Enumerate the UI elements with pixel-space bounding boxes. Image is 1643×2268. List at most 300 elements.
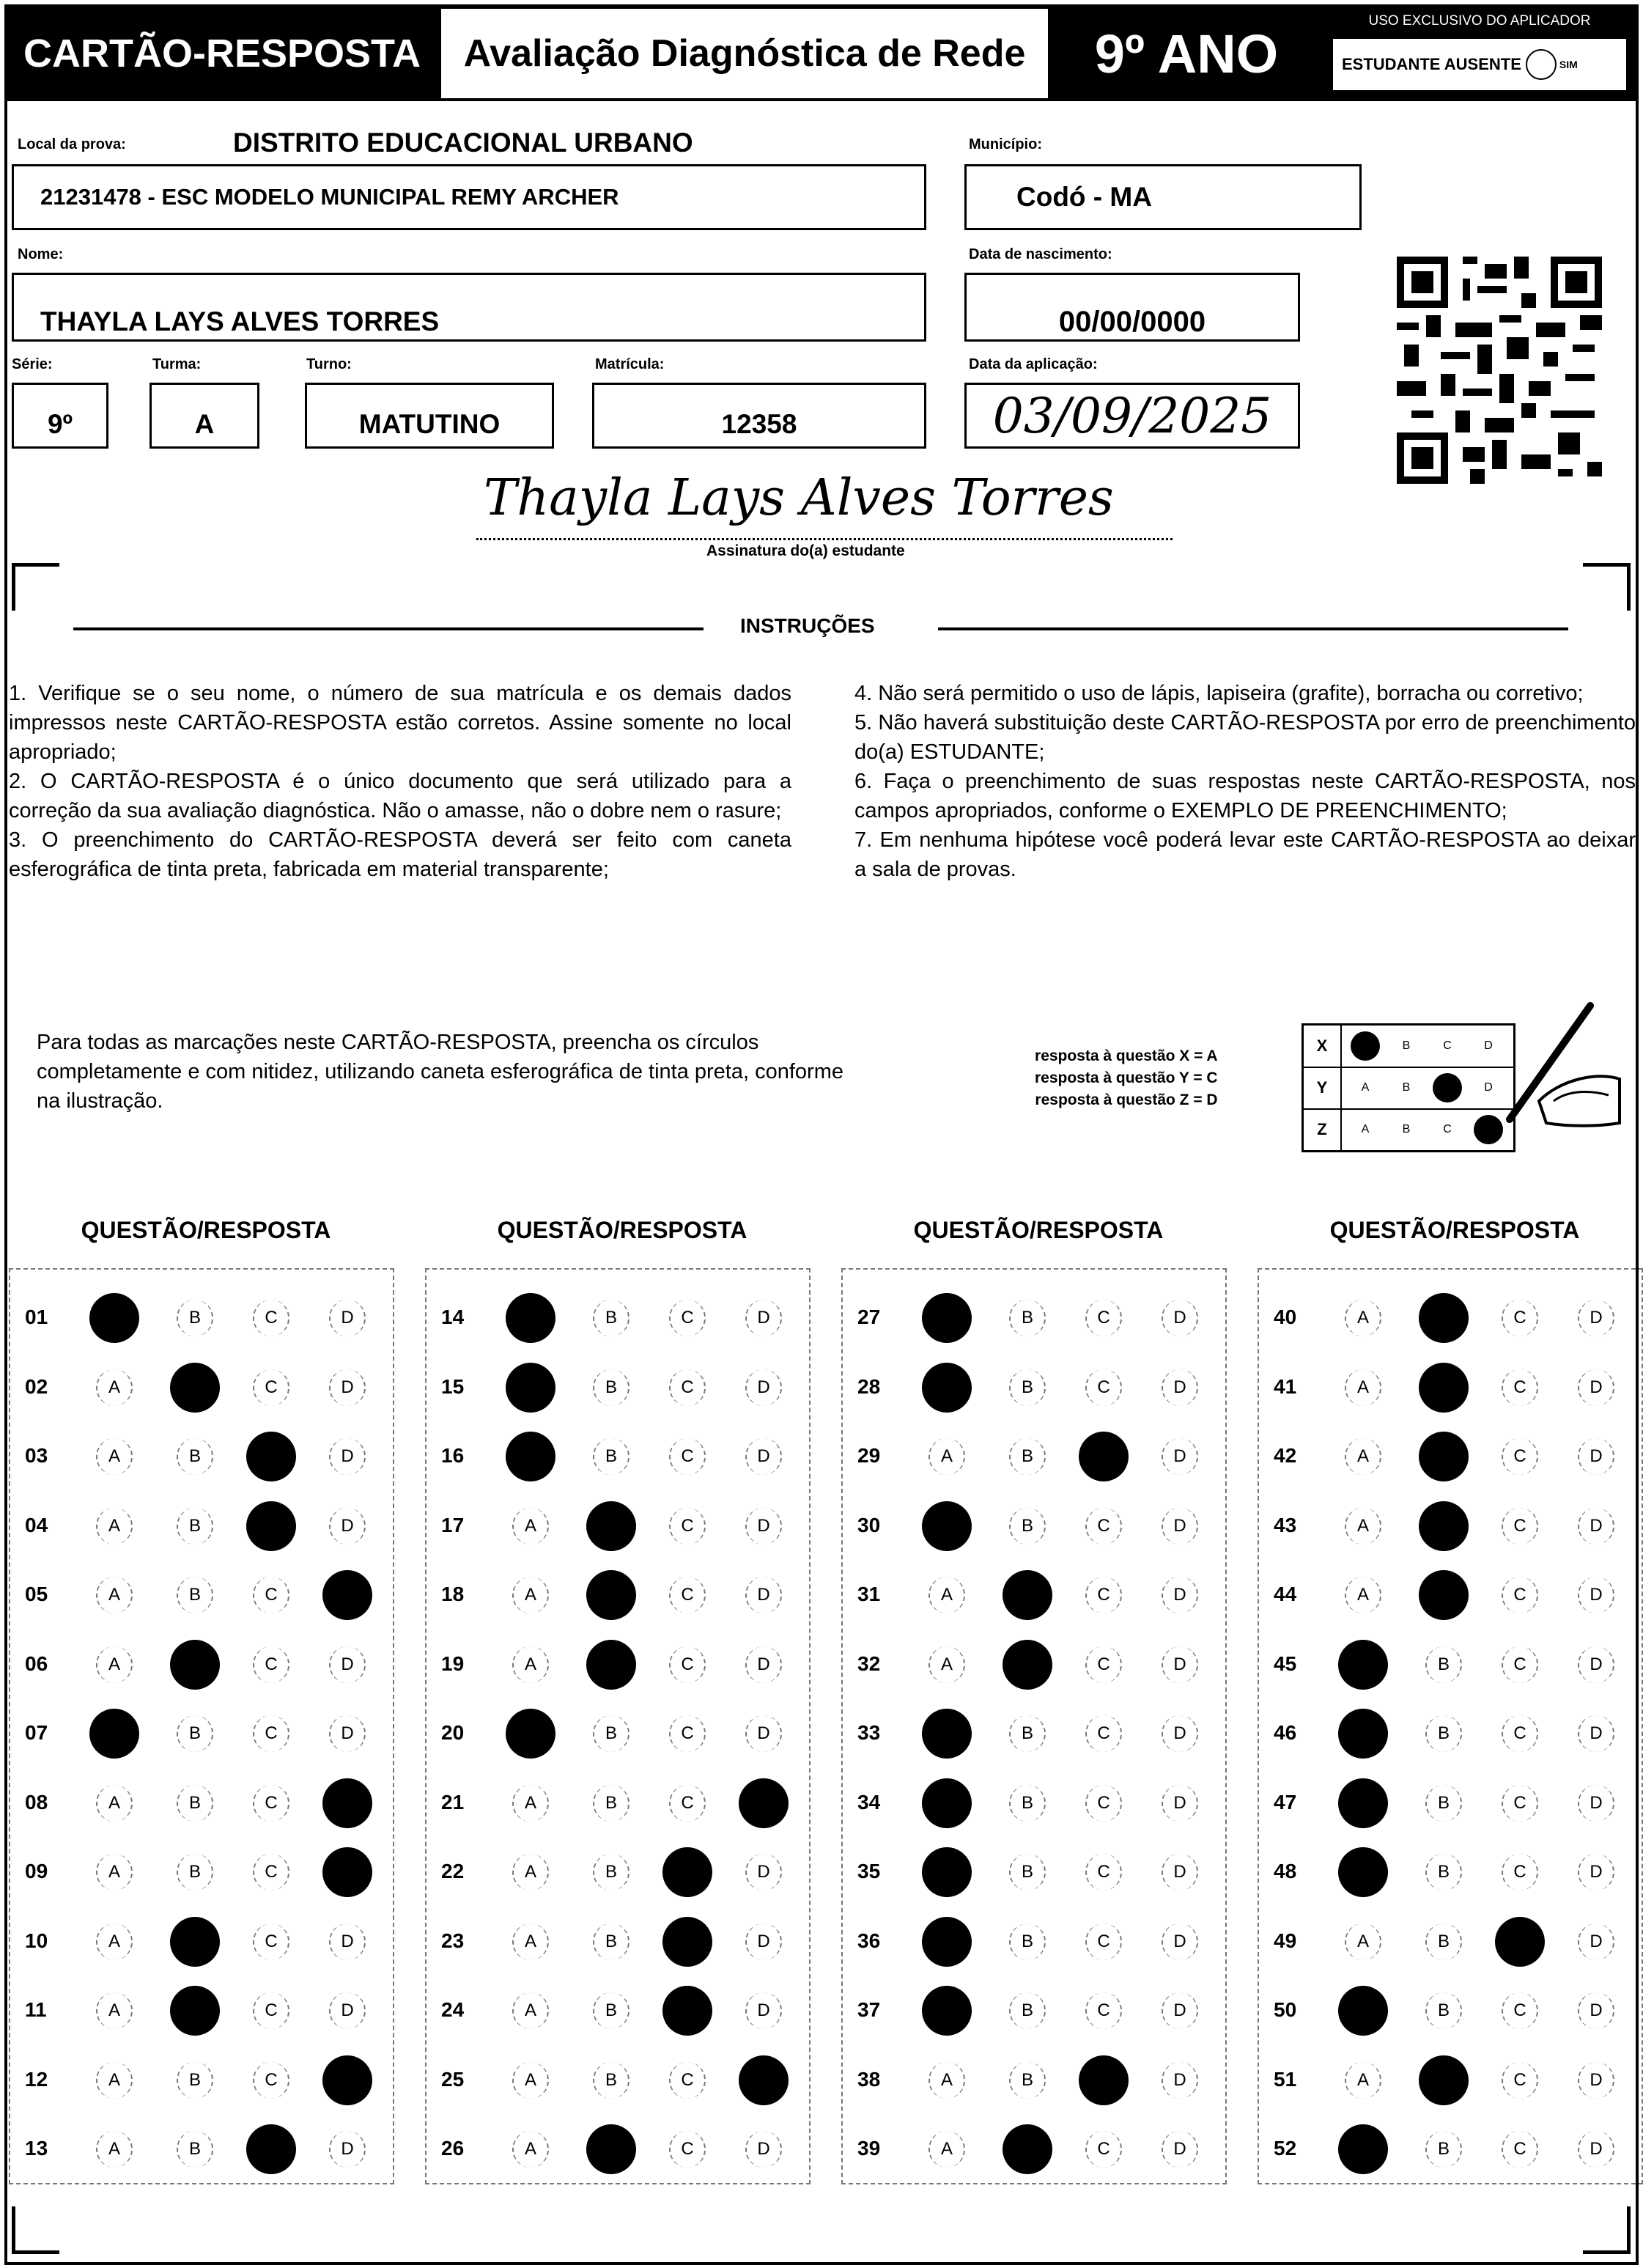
example-option-c: C xyxy=(1443,1123,1452,1135)
answer-bubble-a[interactable]: A xyxy=(1345,1438,1381,1475)
answer-bubble-a[interactable]: A xyxy=(922,1363,972,1413)
question-number: 33 xyxy=(857,1721,881,1744)
answer-bubble-a[interactable]: A xyxy=(1345,1577,1381,1613)
answer-bubble-c[interactable]: C xyxy=(1502,2062,1538,2099)
answer-bubble-d[interactable]: D xyxy=(329,1923,366,1960)
example-question-label: Z xyxy=(1304,1109,1342,1150)
answer-bubble-b[interactable]: B xyxy=(177,1300,213,1336)
example-question-label: X xyxy=(1304,1026,1342,1067)
answer-bubble-c[interactable]: C xyxy=(669,1508,706,1544)
answer-bubble-a[interactable]: A xyxy=(922,1917,972,1967)
answer-bubble-c[interactable]: C xyxy=(669,1785,706,1822)
answer-bubble-c[interactable]: C xyxy=(253,1300,289,1336)
question-number: 22 xyxy=(441,1860,465,1882)
answer-bubble-a[interactable]: A xyxy=(922,1847,972,1897)
answer-bubble-a[interactable]: A xyxy=(512,1785,549,1822)
answer-bubble-d[interactable]: D xyxy=(1162,1646,1198,1683)
example-option-b: B xyxy=(1402,1039,1411,1052)
answer-bubble-b[interactable]: B xyxy=(1003,2124,1052,2174)
answer-bubble-a[interactable]: A xyxy=(512,2062,549,2099)
answer-bubble-b[interactable]: B xyxy=(1003,1640,1052,1690)
nome-value: THAYLA LAYS ALVES TORRES xyxy=(40,306,440,336)
answer-bubble-d[interactable]: D xyxy=(1162,1369,1198,1406)
answer-bubble-d[interactable]: D xyxy=(1578,1923,1614,1960)
answer-bubble-a[interactable]: A xyxy=(928,2131,965,2168)
answer-bubble-b[interactable]: B xyxy=(593,1992,629,2029)
example-option-a: A xyxy=(1361,1123,1370,1135)
answer-bubble-b[interactable]: B xyxy=(586,1640,636,1690)
answer-bubble-b[interactable]: B xyxy=(1009,1369,1046,1406)
qr-code xyxy=(1397,257,1602,484)
corner-top-right xyxy=(1583,563,1631,611)
answer-bubble-a[interactable]: A xyxy=(922,1501,972,1551)
answer-bubble-b[interactable]: B xyxy=(170,1363,220,1413)
answer-bubble-d[interactable]: D xyxy=(745,1923,782,1960)
answer-bubble-b[interactable]: B xyxy=(1009,1508,1046,1544)
answer-bubble-d[interactable]: D xyxy=(1162,1508,1198,1544)
answer-bubble-b[interactable]: B xyxy=(1419,1570,1469,1620)
answer-bubble-b[interactable]: B xyxy=(1419,1501,1469,1551)
example-line-y: resposta à questão Y = C xyxy=(1035,1069,1218,1086)
answer-bubble-a[interactable]: A xyxy=(1338,1709,1388,1759)
answer-bubble-d[interactable]: D xyxy=(745,1992,782,2029)
example-option-a: A xyxy=(1361,1081,1370,1094)
question-number: 25 xyxy=(441,2067,465,2091)
answer-bubble-c[interactable]: C xyxy=(669,1438,706,1475)
answer-bubble-c[interactable]: C xyxy=(1085,2131,1122,2168)
nasc-value: 00/00/0000 xyxy=(1058,305,1206,338)
answer-bubble-a[interactable]: A xyxy=(506,1709,555,1759)
answer-bubble-c[interactable]: C xyxy=(1502,1854,1538,1890)
column-header: QUESTÃO/RESPOSTA xyxy=(1329,1217,1580,1243)
instructions-right xyxy=(854,679,1636,884)
answer-bubble-a[interactable]: A xyxy=(96,1923,133,1960)
answer-bubble-d[interactable]: D xyxy=(1578,1646,1614,1683)
answer-bubble-a[interactable]: A xyxy=(1338,2124,1388,2174)
answer-bubble-a[interactable]: A xyxy=(1338,1986,1388,2036)
answer-bubble-d[interactable]: D xyxy=(1578,1992,1614,2029)
answer-bubble-c[interactable]: C xyxy=(1495,1917,1545,1967)
answer-bubble-d[interactable]: D xyxy=(1162,1715,1198,1752)
answer-bubble-c[interactable]: C xyxy=(669,2131,706,2168)
answer-bubble-b[interactable]: B xyxy=(177,1508,213,1544)
local-label: Local da prova: xyxy=(18,136,126,152)
answer-bubble-c[interactable]: C xyxy=(1085,1992,1122,2029)
example-option-a xyxy=(1351,1031,1380,1061)
question-number: 29 xyxy=(857,1444,881,1467)
turma-value: A xyxy=(194,409,215,439)
instruction-3: 3. O preenchimento do CARTÃO-RESPOSTA deverá ser feito com caneta esferográfica de tinta preta, fabricada em material transparente; xyxy=(9,828,791,881)
answer-bubble-b[interactable]: B xyxy=(593,1438,629,1475)
answer-bubble-b[interactable]: B xyxy=(1425,1785,1462,1822)
answer-bubble-c[interactable]: C xyxy=(1085,1854,1122,1890)
answer-bubble-a[interactable]: A xyxy=(512,2131,549,2168)
question-number: 09 xyxy=(25,1860,48,1882)
answer-bubble-c[interactable]: C xyxy=(246,1501,296,1551)
answer-bubble-b[interactable]: B xyxy=(1425,2131,1462,2168)
answer-bubble-a[interactable]: A xyxy=(512,1508,549,1544)
answer-bubble-a[interactable]: A xyxy=(96,2062,133,2099)
answer-bubble-c[interactable]: C xyxy=(1502,1577,1538,1613)
answer-bubble-d[interactable]: D xyxy=(322,1778,372,1828)
answer-bubble-a[interactable]: A xyxy=(512,1992,549,2029)
answer-bubble-c[interactable]: C xyxy=(1085,1646,1122,1683)
answer-bubble-a[interactable]: A xyxy=(1338,1847,1388,1897)
answer-bubble-c[interactable]: C xyxy=(253,2062,289,2099)
answer-bubble-a[interactable]: A xyxy=(96,2131,133,2168)
answer-bubble-c[interactable]: C xyxy=(253,1992,289,2029)
instructions-left xyxy=(9,679,791,884)
question-number: 37 xyxy=(857,1998,881,2021)
question-number: 35 xyxy=(857,1860,881,1882)
signature-label: Assinatura do(a) estudante xyxy=(706,542,905,559)
answer-bubble-d[interactable]: D xyxy=(329,1992,366,2029)
answer-bubble-c[interactable]: C xyxy=(246,2124,296,2174)
matricula-label: Matrícula: xyxy=(595,356,665,372)
answer-bubble-b[interactable]: B xyxy=(1009,1300,1046,1336)
answer-bubble-d[interactable]: D xyxy=(1162,1577,1198,1613)
answer-bubble-c[interactable]: C xyxy=(253,1577,289,1613)
answer-bubble-b[interactable]: B xyxy=(586,1570,636,1620)
answer-bubble-d[interactable]: D xyxy=(745,2131,782,2168)
answer-bubble-b[interactable]: B xyxy=(586,1501,636,1551)
answer-bubble-d[interactable]: D xyxy=(1162,1300,1198,1336)
answer-bubble-b[interactable]: B xyxy=(1003,1570,1052,1620)
answer-bubble-a[interactable]: A xyxy=(506,1363,555,1413)
answer-bubble-a[interactable]: A xyxy=(922,1709,972,1759)
answer-bubble-a[interactable]: A xyxy=(512,1646,549,1683)
aplic-label: Data da aplicação: xyxy=(969,356,1098,372)
answer-bubble-b[interactable]: B xyxy=(1419,1432,1469,1481)
question-number: 30 xyxy=(857,1513,881,1536)
answer-bubble-a[interactable]: A xyxy=(922,1293,972,1343)
answer-bubble-b[interactable]: B xyxy=(1009,1854,1046,1890)
answer-bubble-c[interactable]: C xyxy=(662,1847,712,1897)
answer-bubble-d[interactable]: D xyxy=(329,1646,366,1683)
answer-bubble-a[interactable]: A xyxy=(512,1923,549,1960)
answer-bubble-a[interactable]: A xyxy=(922,1778,972,1828)
answer-bubble-d[interactable]: D xyxy=(1162,1992,1198,2029)
answer-bubble-b[interactable]: B xyxy=(177,1438,213,1475)
answer-bubble-c[interactable]: C xyxy=(253,1369,289,1406)
answer-bubble-a[interactable]: A xyxy=(96,1854,133,1890)
question-number: 24 xyxy=(441,1998,465,2021)
absent-checkbox[interactable] xyxy=(1526,49,1557,80)
answer-bubble-d[interactable]: D xyxy=(1578,1438,1614,1475)
answer-bubble-b[interactable]: B xyxy=(177,2062,213,2099)
answer-bubble-d[interactable]: D xyxy=(329,2131,366,2168)
turma-field xyxy=(149,383,259,449)
answer-bubble-c[interactable]: C xyxy=(1085,1715,1122,1752)
answer-bubble-d[interactable]: D xyxy=(1578,1785,1614,1822)
answer-bubble-b[interactable]: B xyxy=(177,1715,213,1752)
answer-bubble-b[interactable]: B xyxy=(177,1577,213,1613)
answer-bubble-b[interactable]: B xyxy=(1009,1438,1046,1475)
answer-bubble-b[interactable]: B xyxy=(1009,1992,1046,2029)
question-number: 41 xyxy=(1274,1374,1297,1398)
question-number: 47 xyxy=(1274,1790,1297,1814)
answer-bubble-d[interactable]: D xyxy=(739,2055,789,2105)
question-number: 07 xyxy=(25,1721,48,1744)
answer-bubble-d[interactable]: D xyxy=(745,1854,782,1890)
answer-bubble-b[interactable]: B xyxy=(1425,1715,1462,1752)
question-number: 02 xyxy=(25,1374,48,1398)
answer-bubble-c[interactable]: C xyxy=(662,1917,712,1967)
answer-bubble-b[interactable]: B xyxy=(177,1854,213,1890)
question-number: 21 xyxy=(441,1790,465,1814)
answer-bubble-a[interactable]: A xyxy=(506,1432,555,1481)
answer-bubble-b[interactable]: B xyxy=(1009,1923,1046,1960)
answer-bubble-b[interactable]: B xyxy=(170,1917,220,1967)
nome-field xyxy=(12,273,926,342)
answer-bubble-c[interactable]: C xyxy=(246,1432,296,1481)
answer-bubble-a[interactable]: A xyxy=(512,1854,549,1890)
answer-bubble-b[interactable]: B xyxy=(593,1300,629,1336)
matricula-value: 12358 xyxy=(721,409,797,439)
answer-bubble-d[interactable]: D xyxy=(745,1369,782,1406)
answer-bubble-a[interactable]: A xyxy=(1345,1300,1381,1336)
answer-bubble-c[interactable]: C xyxy=(669,1300,706,1336)
answer-bubble-d[interactable]: D xyxy=(1162,1438,1198,1475)
answer-bubble-d[interactable]: D xyxy=(1578,1577,1614,1613)
answer-bubble-b[interactable]: B xyxy=(170,1640,220,1690)
answer-bubble-b[interactable]: B xyxy=(1425,1992,1462,2029)
answer-bubble-d[interactable]: D xyxy=(1578,1715,1614,1752)
answer-bubble-d[interactable]: D xyxy=(329,1300,366,1336)
answer-bubble-a[interactable]: A xyxy=(89,1709,139,1759)
answer-bubble-d[interactable]: D xyxy=(1162,2062,1198,2099)
example-line-z: resposta à questão Z = D xyxy=(1035,1091,1218,1108)
corner-bottom-right xyxy=(1583,2206,1631,2254)
answer-bubble-c[interactable]: C xyxy=(253,1715,289,1752)
answer-bubble-a[interactable]: A xyxy=(96,1646,133,1683)
column-header: QUESTÃO/RESPOSTA xyxy=(81,1217,331,1243)
answer-bubble-b[interactable]: B xyxy=(1009,2062,1046,2099)
signature: Thayla Lays Alves Torres xyxy=(484,469,1114,527)
answer-bubble-d[interactable]: D xyxy=(329,1369,366,1406)
answer-bubble-a[interactable]: A xyxy=(96,1438,133,1475)
corner-top-left xyxy=(12,563,59,611)
applicator-label: USO EXCLUSIVO DO APLICADOR xyxy=(1368,13,1591,29)
answer-bubble-a[interactable]: A xyxy=(922,1986,972,2036)
answer-bubble-b[interactable]: B xyxy=(170,1986,220,2036)
question-number: 06 xyxy=(25,1652,48,1675)
answer-bubble-b[interactable]: B xyxy=(1419,2055,1469,2105)
answer-bubble-c[interactable]: C xyxy=(669,2062,706,2099)
answer-bubble-d[interactable]: D xyxy=(329,1438,366,1475)
exam-title: Avaliação Diagnóstica de Rede xyxy=(438,6,1051,101)
answer-bubble-d[interactable]: D xyxy=(322,2055,372,2105)
example-option-c: C xyxy=(1443,1039,1452,1052)
question-number: 20 xyxy=(441,1721,465,1744)
serie-label: Série: xyxy=(12,356,53,372)
absent-label: ESTUDANTE AUSENTE xyxy=(1342,55,1521,73)
answer-bubble-d[interactable]: D xyxy=(329,1508,366,1544)
answer-bubble-a[interactable]: A xyxy=(928,1646,965,1683)
answer-bubble-c[interactable]: C xyxy=(1085,1369,1122,1406)
answer-bubble-c[interactable]: C xyxy=(662,1986,712,2036)
question-number: 31 xyxy=(857,1583,881,1605)
answer-bubble-b[interactable]: B xyxy=(593,2062,629,2099)
answer-bubble-b[interactable]: B xyxy=(593,1854,629,1890)
question-number: 01 xyxy=(25,1306,48,1328)
column-header: QUESTÃO/RESPOSTA xyxy=(497,1217,747,1243)
grade-label: 9º ANO xyxy=(1051,6,1322,101)
question-number: 42 xyxy=(1274,1444,1297,1467)
turno-value: MATUTINO xyxy=(358,409,501,439)
nome-label: Nome: xyxy=(18,246,64,262)
answer-bubble-a[interactable]: A xyxy=(96,1785,133,1822)
answer-bubble-a[interactable]: A xyxy=(96,1577,133,1613)
answer-bubble-c[interactable]: C xyxy=(669,1646,706,1683)
answer-bubble-b[interactable]: B xyxy=(1009,1785,1046,1822)
answer-bubble-b[interactable]: B xyxy=(1425,1923,1462,1960)
instruction-6: 6. Faça o preenchimento de suas respostas neste CARTÃO-RESPOSTA, nos campos apropriados, conforme o EXEMPLO DE PREENCHIMENTO; xyxy=(854,770,1636,822)
answer-bubble-c[interactable]: C xyxy=(1502,1992,1538,2029)
answer-bubble-b[interactable]: B xyxy=(593,1923,629,1960)
answer-bubble-a[interactable]: A xyxy=(1345,1369,1381,1406)
answer-bubble-d[interactable]: D xyxy=(1162,1854,1198,1890)
answer-bubble-d[interactable]: D xyxy=(329,1715,366,1752)
answer-bubble-d[interactable]: D xyxy=(1162,2131,1198,2168)
question-number: 12 xyxy=(25,2067,48,2091)
answer-bubble-d[interactable]: D xyxy=(745,1715,782,1752)
answer-bubble-a[interactable]: A xyxy=(1345,1508,1381,1544)
example-option-b: B xyxy=(1402,1123,1411,1135)
answer-bubble-c[interactable]: C xyxy=(253,1854,289,1890)
answer-bubble-d[interactable]: D xyxy=(745,1438,782,1475)
example-option-b: B xyxy=(1402,1081,1411,1094)
answer-bubble-a[interactable]: A xyxy=(1338,1640,1388,1690)
answer-bubble-a[interactable]: A xyxy=(1345,1923,1381,1960)
answer-bubble-c[interactable]: C xyxy=(1502,1438,1538,1475)
answer-bubble-c[interactable]: C xyxy=(1085,1577,1122,1613)
answer-bubble-c[interactable]: C xyxy=(1085,1923,1122,1960)
answer-bubble-c[interactable]: C xyxy=(1502,1715,1538,1752)
answer-bubble-d[interactable]: D xyxy=(745,1508,782,1544)
answer-bubble-d[interactable]: D xyxy=(1162,1785,1198,1822)
answer-bubble-a[interactable]: A xyxy=(928,1577,965,1613)
answer-bubble-a[interactable]: A xyxy=(89,1293,139,1343)
serie-field xyxy=(12,383,108,449)
answer-bubble-d[interactable]: D xyxy=(322,1570,372,1620)
applicator-panel xyxy=(1322,6,1637,101)
answer-bubble-a[interactable]: A xyxy=(928,2062,965,2099)
answer-bubble-d[interactable]: D xyxy=(1578,1508,1614,1544)
answer-bubble-a[interactable]: A xyxy=(96,1992,133,2029)
answer-bubble-b[interactable]: B xyxy=(593,1785,629,1822)
absent-box xyxy=(1331,37,1628,92)
question-number: 14 xyxy=(441,1306,465,1328)
answer-bubble-a[interactable]: A xyxy=(96,1369,133,1406)
answer-bubble-c[interactable]: C xyxy=(253,1785,289,1822)
answer-bubble-d[interactable]: D xyxy=(745,1577,782,1613)
question-number: 03 xyxy=(25,1444,48,1467)
answer-bubble-c[interactable]: C xyxy=(669,1577,706,1613)
answer-bubble-c[interactable]: C xyxy=(1502,1646,1538,1683)
answer-bubble-b[interactable]: B xyxy=(1419,1293,1469,1343)
answer-bubble-b[interactable]: B xyxy=(586,2124,636,2174)
answer-bubble-c[interactable]: C xyxy=(1502,1300,1538,1336)
municipio-field xyxy=(964,164,1362,230)
answer-bubble-c[interactable]: C xyxy=(253,1923,289,1960)
question-number: 40 xyxy=(1274,1306,1297,1328)
turno-label: Turno: xyxy=(306,356,352,372)
answer-bubble-c[interactable]: C xyxy=(1085,1785,1122,1822)
answer-bubble-c[interactable]: C xyxy=(253,1646,289,1683)
answer-bubble-d[interactable]: D xyxy=(745,1300,782,1336)
answer-bubble-b[interactable]: B xyxy=(593,1369,629,1406)
aplic-value: 03/09/2025 xyxy=(992,387,1272,444)
answer-bubble-b[interactable]: B xyxy=(177,2131,213,2168)
answer-bubble-c[interactable]: C xyxy=(669,1715,706,1752)
question-number: 28 xyxy=(857,1374,881,1398)
question-number: 15 xyxy=(441,1374,465,1398)
answer-bubble-d[interactable]: D xyxy=(1578,1300,1614,1336)
pen-hand-icon xyxy=(1480,998,1627,1145)
answer-bubble-c[interactable]: C xyxy=(1085,1508,1122,1544)
answer-bubble-d[interactable]: D xyxy=(1578,2062,1614,2099)
answer-bubble-b[interactable]: B xyxy=(177,1785,213,1822)
answer-bubble-d[interactable]: D xyxy=(1578,2131,1614,2168)
answer-bubble-c[interactable]: C xyxy=(1502,1785,1538,1822)
answer-bubble-c[interactable]: C xyxy=(669,1369,706,1406)
question-number: 27 xyxy=(857,1306,881,1328)
answer-bubble-c[interactable]: C xyxy=(1085,1300,1122,1336)
instruction-5: 5. Não haverá substituição deste CARTÃO-RESPOSTA por erro de preenchimento do(a) ESTUDANTE; xyxy=(854,711,1636,764)
municipio-value: Codó - MA xyxy=(1016,182,1152,212)
answer-bubble-c[interactable]: C xyxy=(1079,2055,1129,2105)
answer-bubble-b[interactable]: B xyxy=(1425,1854,1462,1890)
answer-bubble-a[interactable]: A xyxy=(512,1577,549,1613)
answer-bubble-a[interactable]: A xyxy=(96,1508,133,1544)
answer-bubble-d[interactable]: D xyxy=(1162,1923,1198,1960)
answer-bubble-b[interactable]: B xyxy=(1425,1646,1462,1683)
instruction-7: 7. Em nenhuma hipótese você poderá levar este CARTÃO-RESPOSTA ao deixar a sala de provas. xyxy=(854,828,1636,881)
instruction-1: 1. Verifique se o seu nome, o número de sua matrícula e os demais dados impressos neste CARTÃO-RESPOSTA estão corretos. Assine somente no local apropriado; xyxy=(9,682,791,764)
instructions-title: INSTRUÇÕES xyxy=(740,614,875,637)
answer-bubble-c[interactable]: C xyxy=(1502,1508,1538,1544)
question-number: 19 xyxy=(441,1652,465,1675)
answer-bubble-a[interactable]: A xyxy=(506,1293,555,1343)
question-number: 11 xyxy=(25,1998,47,2021)
answer-bubble-b[interactable]: B xyxy=(1419,1363,1469,1413)
question-number: 10 xyxy=(25,1929,48,1952)
question-number: 45 xyxy=(1274,1652,1297,1675)
answer-bubble-d[interactable]: D xyxy=(739,1778,789,1828)
question-number: 49 xyxy=(1274,1929,1297,1952)
nasc-label: Data de nascimento: xyxy=(969,246,1112,262)
question-number: 23 xyxy=(441,1929,465,1952)
question-number: 50 xyxy=(1274,1998,1297,2021)
answer-bubble-d[interactable]: D xyxy=(1578,1369,1614,1406)
answer-bubble-a[interactable]: A xyxy=(1345,2062,1381,2099)
answer-bubble-d[interactable]: D xyxy=(745,1646,782,1683)
answer-bubble-d[interactable]: D xyxy=(1578,1854,1614,1890)
answer-bubble-a[interactable]: A xyxy=(1338,1778,1388,1828)
answer-bubble-c[interactable]: C xyxy=(1502,2131,1538,2168)
answer-bubble-c[interactable]: C xyxy=(1502,1369,1538,1406)
answer-bubble-b[interactable]: B xyxy=(593,1715,629,1752)
municipio-label: Município: xyxy=(969,136,1042,152)
question-number: 46 xyxy=(1274,1721,1297,1744)
answer-bubble-c[interactable]: C xyxy=(1079,1432,1129,1481)
answer-bubble-b[interactable]: B xyxy=(1009,1715,1046,1752)
school-field xyxy=(12,164,926,230)
answer-bubble-a[interactable]: A xyxy=(928,1438,965,1475)
column-header: QUESTÃO/RESPOSTA xyxy=(913,1217,1164,1243)
answer-bubble-d[interactable]: D xyxy=(322,1847,372,1897)
